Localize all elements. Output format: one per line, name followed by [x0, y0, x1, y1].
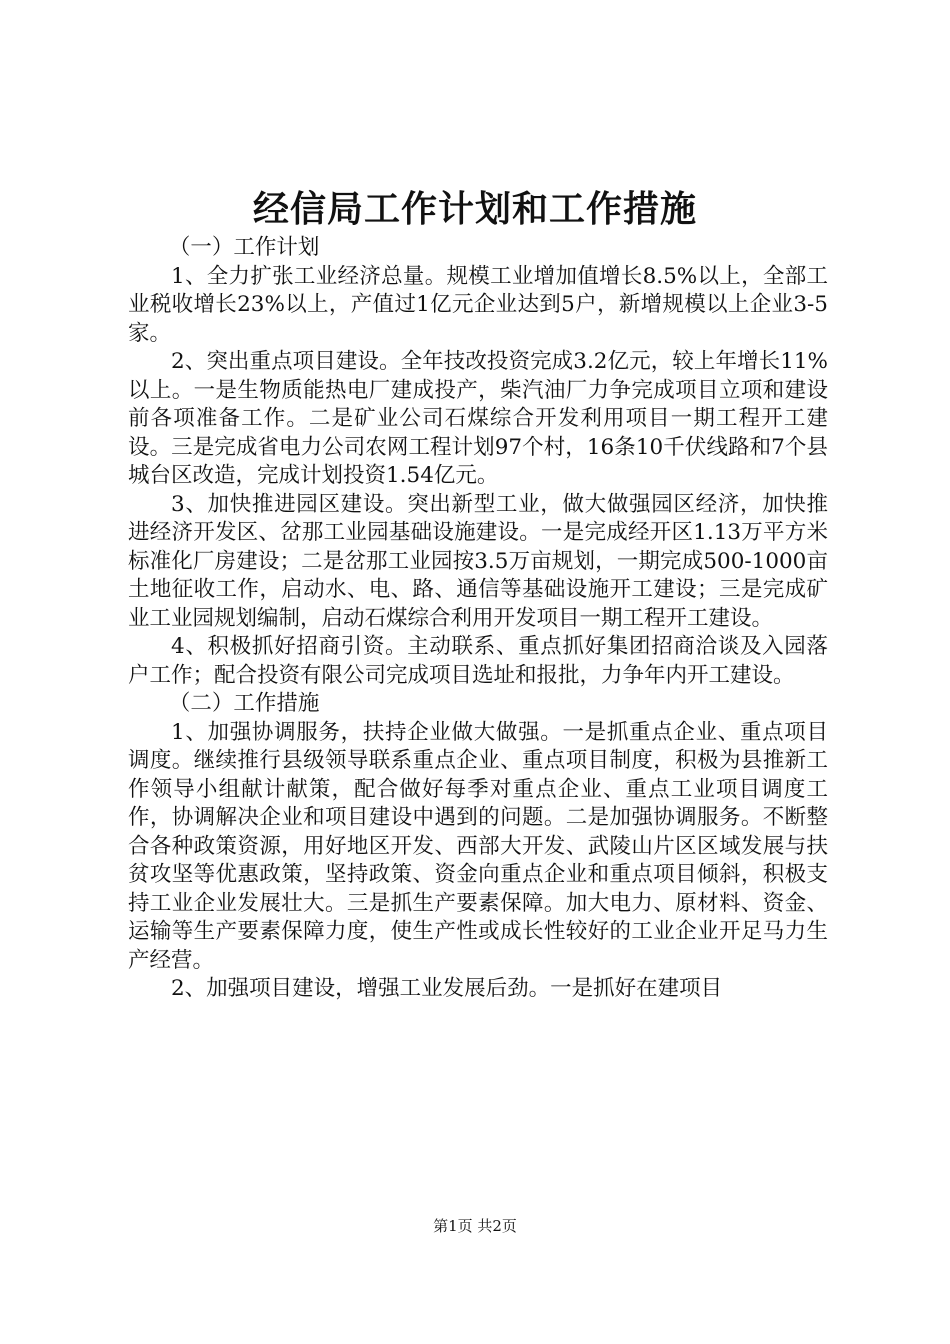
document-title: 经信局工作计划和工作措施: [252, 188, 697, 230]
paragraph-measures-1: 1、加强协调服务，扶持企业做大做强。一是抓重点企业、重点项目调度。继续推行县级领导联系重点企业、重点项目制度，积极为县推新工作领导小组献计献策，配合做好每季对重点企业、重点工业项目调度工作，协调解决企业和项目建设中遇到的问题。二是加强协调服务。不断整合各种政策资源，用好地区开发、西部大开发、武陵山片区区域发展与扶贫攻坚等优惠政策，坚持政策、资金向重点企业和重点项目倾斜，积极支持工业企业发展壮大。三是抓生产要素保障。加大电力、原材料、资金、运输等生产要素保障力度，使生产性或成长性较好的工业企业开足马力生产经营。: [128, 719, 828, 973]
paragraph-plan-1: 1、全力扩张工业经济总量。规模工业增加值增长8.5%以上，全部工业税收增长23%以上，产值过1亿元企业达到5户，新增规模以上企业3-5家。: [128, 263, 828, 346]
paragraph-plan-3: 3、加快推进园区建设。突出新型工业，做大做强园区经济，加快推进经济开发区、岔那工业园基础设施建设。一是完成经开区1.13万平方米标准化厂房建设；二是岔那工业园按3.5万亩规划，一期完成500-1000亩土地征收工作，启动水、电、路、通信等基础设施开工建设；三是完成矿业工业园规划编制，启动石煤综合利用开发项目一期工程开工建设。: [128, 491, 828, 631]
page-footer: 第1页 共2页: [433, 1217, 517, 1235]
paragraph-plan-4: 4、积极抓好招商引资。主动联系、重点抓好集团招商洽谈及入园落户工作；配合投资有限公司完成项目选址和报批，力争年内开工建设。: [128, 634, 828, 688]
paragraph-plan-2: 2、突出重点项目建设。全年技改投资完成3.2亿元，较上年增长11%以上。一是生物质能热电厂建成投产，柴汽油厂力争完成项目立项和建设前各项准备工作。二是矿业公司石煤综合开发利用项目一期工程开工建设。三是完成省电力公司农网工程计划97个村，16条10千伏线路和7个县城台区改造，完成计划投资1.54亿元。: [128, 349, 828, 488]
section-heading-plan: （一）工作计划: [168, 235, 320, 260]
section-heading-measures: （二）工作措施: [168, 691, 320, 716]
document-body: [128, 234, 828, 1004]
paragraph-measures-2: 2、加强项目建设，增强工业发展后劲。一是抓好在建项目: [171, 976, 723, 1001]
